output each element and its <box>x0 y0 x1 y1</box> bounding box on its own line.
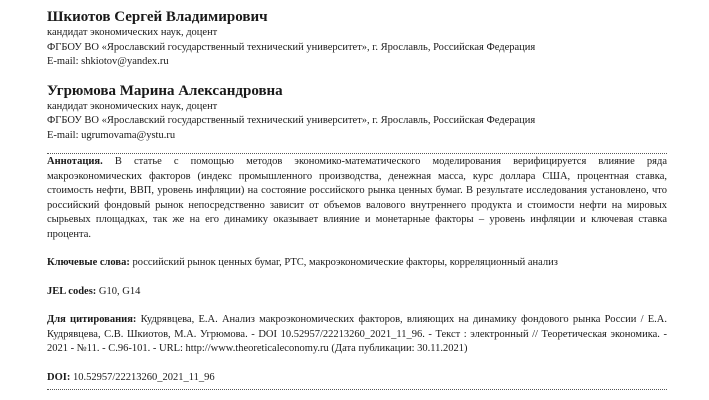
abstract-text: В статье с помощью методов экономико-математического моделирования верифицируется влияние ряда макроэкономических факторов (индекс промышленного производства, денежная масса, курс доллара США, процентная ставка, стоимость нефти, ВВП, уровень инфляции) на состояние российского рынка ценных бумаг. В результате исследования установлено, что российский фондовый рынок непосредственно зависит от объемов валового внутреннего продукта и стоимости нефти на мировых сырьевых площадках, так же на его динамику оказывает влияние и монетарные факторы – уровень инфляции и ключевая ставка процента. <box>47 156 667 240</box>
jel-codes <box>47 285 667 300</box>
author-block-1 <box>47 8 667 70</box>
email-link[interactable]: shkiotov@yandex.ru <box>81 56 169 67</box>
author-degree: кандидат экономических наук, доцент <box>47 27 218 38</box>
jel-label: JEL codes: <box>47 285 97 297</box>
author-name: Угрюмова Марина Александровна <box>47 82 283 99</box>
email-label: E-mail: <box>47 56 82 67</box>
author-email <box>47 55 667 70</box>
doi-text[interactable]: 10.52957/22213260_2021_11_96 <box>70 371 215 383</box>
email-link[interactable]: ugrumovama@ystu.ru <box>81 129 176 141</box>
citation-text: Кудрявцева, Е.А. Анализ макроэкономических факторов, влияющих на динамику фондового рынка России / Е.А. Кудрявцева, С.В. Шкиотов, М.А. Угрюмова. - DOI 10.52957/22213260_2021_11_96. - Текст : электронный // Теоретическая экономика. - 2021 - №11. - С.96-101. - URL: http://www.theoreticaleconomy.ru (Дата публикации: 30.11.2021) <box>47 314 667 354</box>
keywords-label: Ключевые слова: <box>47 257 130 268</box>
article-header <box>47 0 667 390</box>
jel-text: G10, G14 <box>96 285 141 297</box>
dotted-divider <box>47 153 667 154</box>
author-email <box>47 129 667 144</box>
author-degree: кандидат экономических наук, доцент <box>47 100 218 112</box>
author-name: Шкиотов Сергей Владимирович <box>47 9 268 25</box>
keywords <box>47 256 667 271</box>
email-label: E-mail: <box>47 129 82 141</box>
doi <box>47 371 667 386</box>
keywords-text: российский рынок ценных бумаг, РТС, макроэкономические факторы, корреляционный анализ <box>129 257 558 268</box>
author-block-2 <box>47 82 667 144</box>
abstract-label: Аннотация. <box>47 156 103 167</box>
citation <box>47 313 667 357</box>
dotted-divider <box>47 389 667 390</box>
author-affiliation: ФГБОУ ВО «Ярославский государственный технический университет», г. Ярославль, Российская Федерация <box>47 115 536 126</box>
citation-label: Для цитирования: <box>47 314 137 325</box>
doi-label: DOI: <box>47 371 71 383</box>
author-affiliation: ФГБОУ ВО «Ярославский государственный технический университет», г. Ярославль, Российская Федерация <box>47 41 536 53</box>
abstract <box>47 155 667 242</box>
